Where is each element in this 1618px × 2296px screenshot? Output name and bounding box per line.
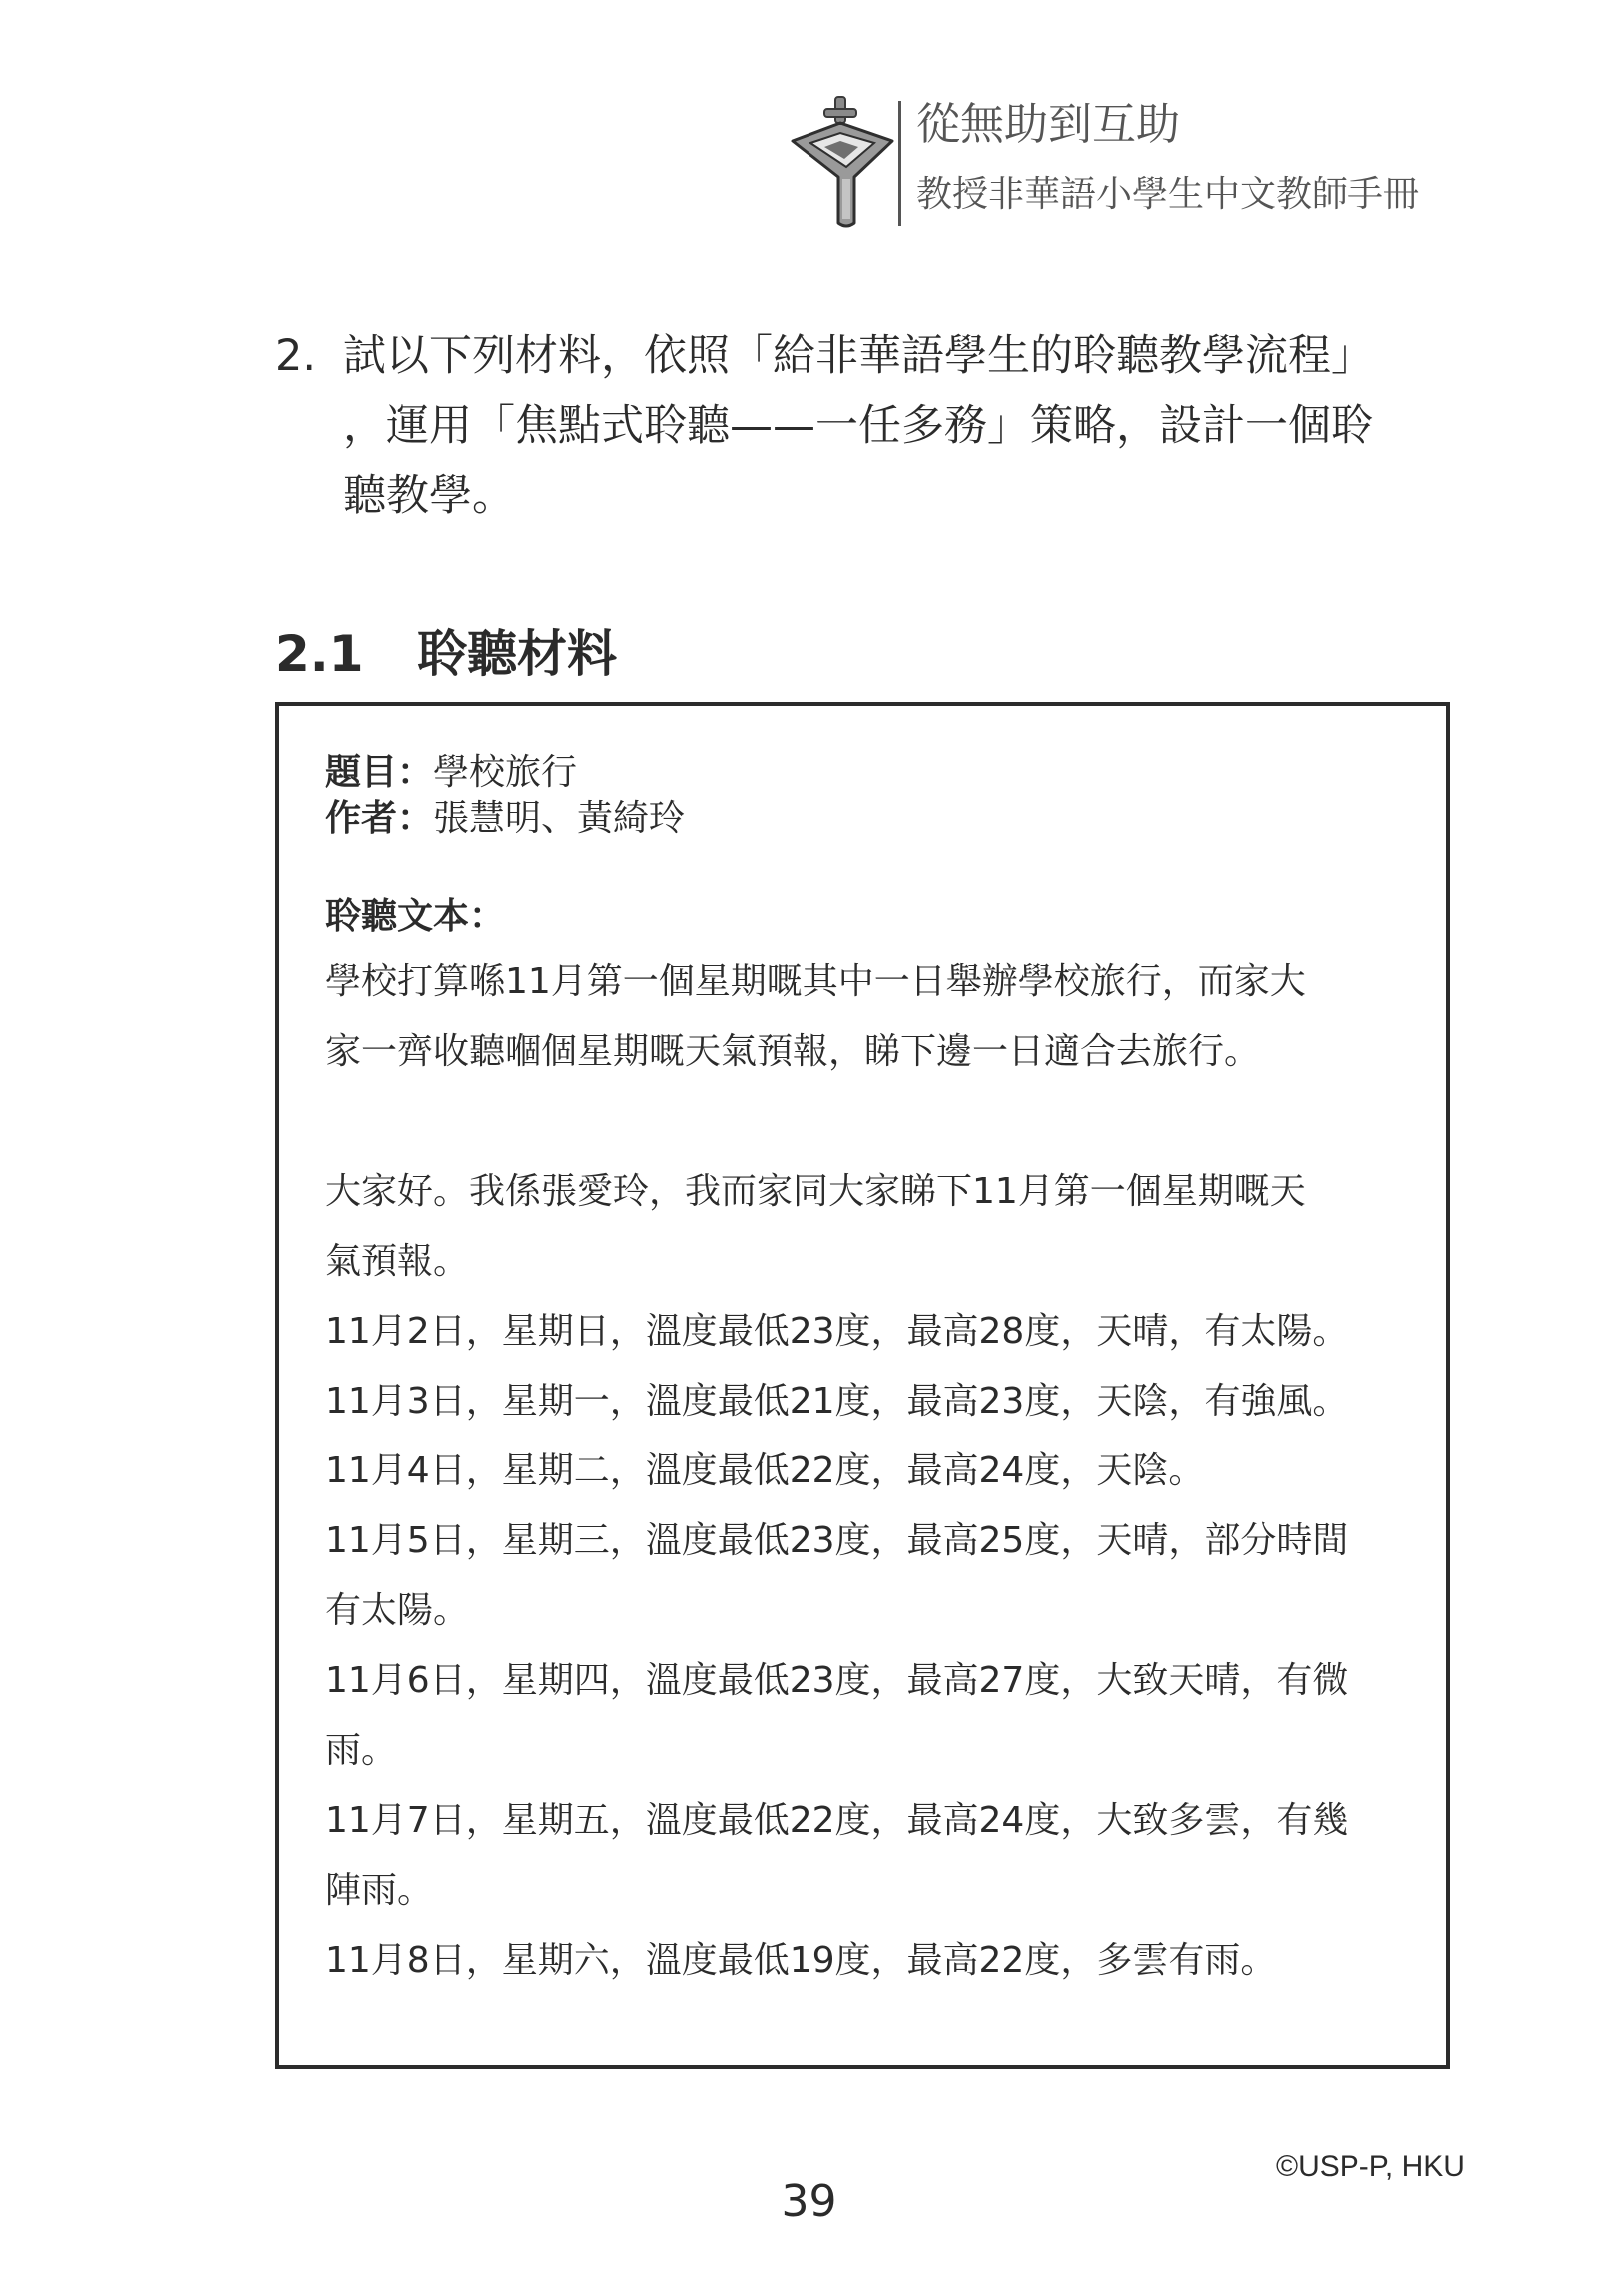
question-number: 2. [275,331,317,381]
question-line: 聽教學。 [343,471,515,521]
intro-line: 家一齊收聽嗰個星期嘅天氣預報，睇下邊一日適合去旅行。 [325,1031,1261,1072]
paragraph-gap [325,1087,1423,1157]
listening-text-label: 聆聽文本： [325,896,506,937]
title-label: 題目： [325,752,434,793]
report-line: 11月8日，星期六，溫度最低19度，最高22度，多雲有雨。 [325,1940,1277,1981]
report-line: 11月4日，星期二，溫度最低22度，最高24度，天陰。 [325,1450,1205,1491]
author-label: 作者： [325,798,434,839]
report-line: 11月6日，星期四，溫度最低23度，最高27度，大致天晴，有微 [325,1660,1348,1701]
report-line: 雨。 [325,1730,398,1771]
listening-material-box [275,702,1450,2069]
report-line: 11月3日，星期一，溫度最低21度，最高23度，天陰，有強風。 [325,1381,1348,1422]
report-line: 有太陽。 [325,1590,470,1631]
report-line: 氣預報。 [325,1241,470,1282]
book-subtitle: 教授非華語小學生中文教師手冊 [916,174,1420,215]
question-line: ，運用「焦點式聆聽——一任多務」策略，設計一個聆 [343,401,1373,451]
author-value: 張慧明、黃綺玲 [433,798,686,839]
intro-line: 學校打算喺11月第一個星期嘅其中一日舉辦學校旅行，而家大 [325,961,1306,1002]
report-line: 陣雨。 [325,1870,434,1911]
report-line: 11月2日，星期日，溫度最低23度，最高28度，天晴，有太陽。 [325,1311,1348,1352]
book-title: 從無助到互助 [916,99,1180,150]
section-number: 2.1 [275,625,364,683]
material-content [325,750,1423,1996]
material-title-line [325,750,1423,796]
section-heading [275,614,617,686]
book-logo-icon [789,95,898,230]
copyright-notice: ©USP-P, HKU [1276,2150,1465,2183]
section-title: 聆聽材料 [417,625,617,683]
report-line: 11月5日，星期三，溫度最低23度，最高25度，天晴，部分時間 [325,1520,1348,1561]
material-author-line [325,796,1423,842]
report-line: 11月7日，星期五，溫度最低22度，最高24度，大致多雲，有幾 [325,1800,1348,1841]
page-header [789,95,1507,235]
page-number: 39 [781,2176,837,2227]
report-line: 大家好。我係張愛玲，我而家同大家睇下11月第一個星期嘅天 [325,1171,1306,1212]
title-value: 學校旅行 [433,752,578,793]
question-line: 試以下列材料，依照「給非華語學生的聆聽教學流程」 [343,331,1373,381]
header-divider [898,101,901,226]
